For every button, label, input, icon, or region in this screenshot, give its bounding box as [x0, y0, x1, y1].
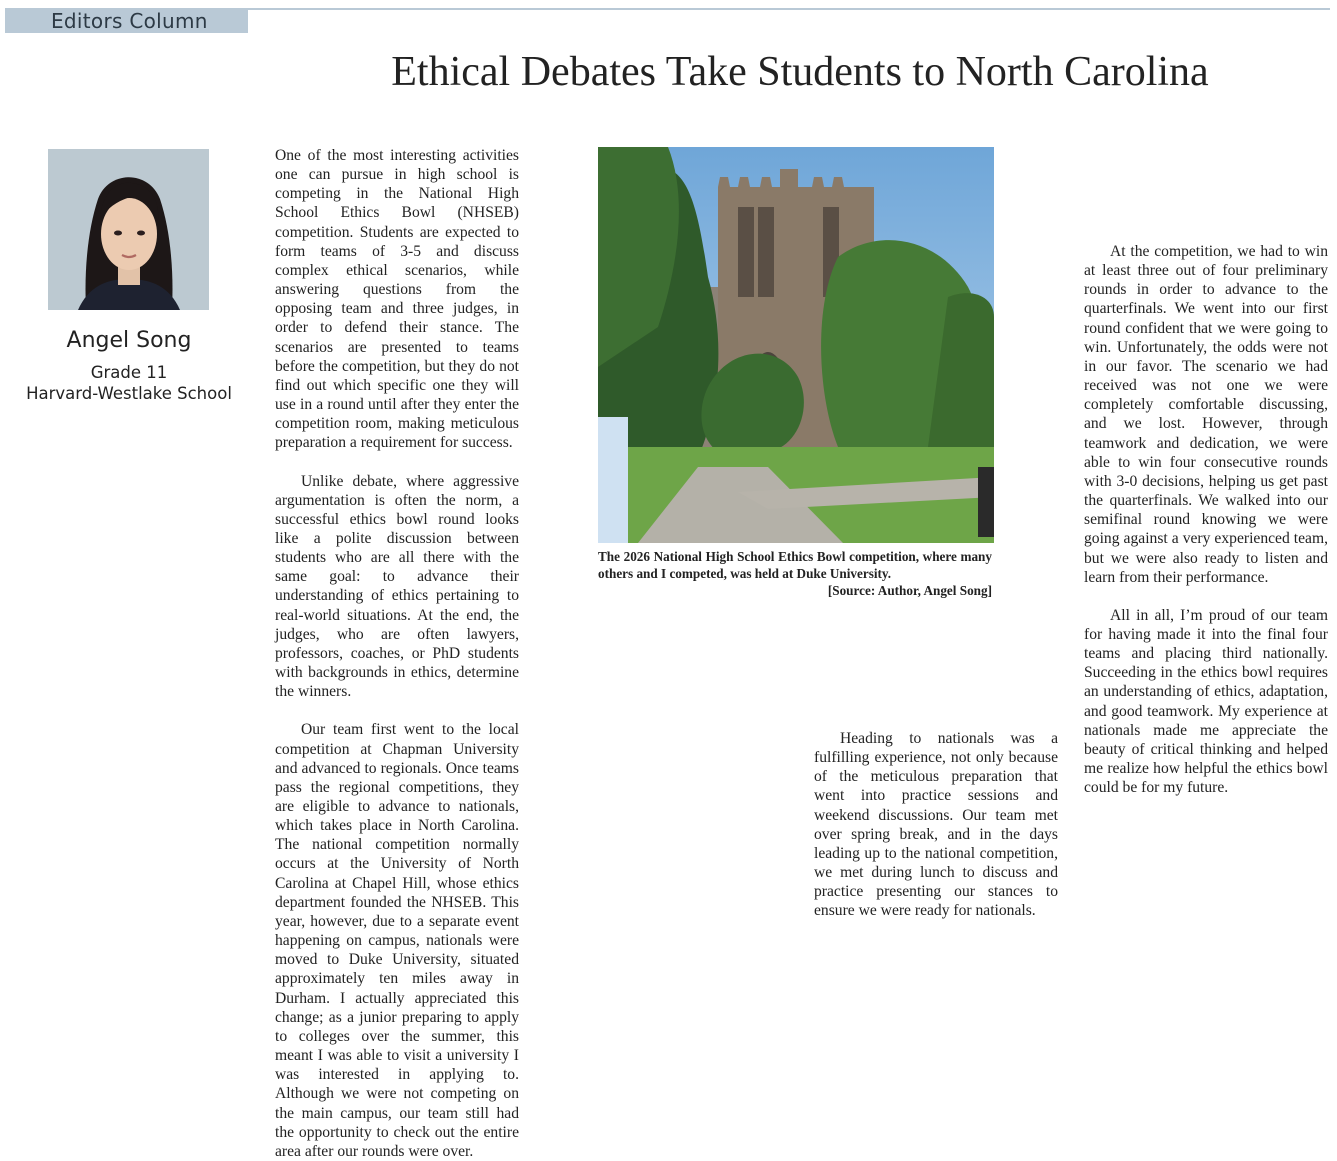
- duke-chapel-image: [598, 147, 994, 543]
- section-rule: [248, 8, 1330, 10]
- author-school: Harvard-Westlake School: [26, 384, 232, 403]
- caption-source: [Source: Author, Angel Song]: [827, 583, 992, 599]
- headline: Ethical Debates Take Students to North Carolina: [391, 49, 1209, 95]
- paragraph: All in all, I’m proud of our team for having made it into the final four teams and placing third nationally. Succeeding in the ethics bowl requires an understanding of ethics, adaptation, and good teamwork. My experience at nationals made me appreciate the beauty of critical thinking and helped me realize how helpful the ethics bowl could be for my future.: [1084, 606, 1328, 797]
- section-label-text: Editors Column: [51, 9, 208, 33]
- author-grade: Grade 11: [90, 363, 168, 382]
- photo-caption: [598, 548, 992, 600]
- author-name: Angel Song: [66, 328, 192, 353]
- section-label: [5, 8, 248, 33]
- paragraph: Heading to nationals was a fulfilling experience, not only because of the meticulous preparation that went into practice sessions and weekend discussions. Our team met over spring break, and in the days leading up to the national competition, we met during lunch to discuss and practice presenting our stances to ensure we were ready for nationals.: [814, 730, 1058, 920]
- article-column-4: [1084, 146, 1328, 797]
- article-column-1: [275, 146, 519, 1160]
- caption-text: The 2026 National High School Ethics Bowl competition, where many others and I competed, was held at Duke University.: [598, 549, 992, 582]
- article-column-3: [814, 624, 1058, 921]
- author-avatar: [48, 149, 209, 310]
- paragraph: At the competition, we had to win at least three out of four preliminary rounds in order to advance to the quarterfinals. We went into our first round confident that we were going to win. Unfortunately, the odds were not in our favor. The scenario we had received was not one we were completely comfortable discussing, and we lost. However, through teamwork and dedication, we were able to win four consecutive rounds with 3-0 decisions, helping us get past the quarterfinals. We walked into our semifinal round knowing we were going against a very experienced team, but we were also ready to listen and learn from their performance.: [1084, 243, 1328, 586]
- article-photo: [598, 147, 994, 543]
- author-portrait: [48, 149, 209, 310]
- paragraph: Our team first went to the local competition at Chapman University and advanced to regionals. Once teams pass the regional competitions, they are eligible to advance to nationals, which takes place in North Carolina. The national competition normally occurs at the University of North Carolina at Chapel Hill, whose ethics department founded the NHSEB. This year, however, due to a separate event happening on campus, nationals were moved to Duke University, situated approximately ten miles away in Durham. I actually appreciated this change; as a junior preparing to apply to colleges over the summer, this meant I was able to visit a university I was interested in applying to. Although we were not competing on the main campus, our team still had the opportunity to check out the entire area after our rounds were over.: [275, 721, 519, 1160]
- paragraph: Unlike debate, where aggressive argumentation is often the norm, a successful ethics bowl round looks like a polite discussion between students who are all there with the same goal: to advance their understanding of ethics pertaining to real-world situations. At the end, the judges, who are often lawyers, professors, coaches, or PhD students with backgrounds in ethics, determine the winners.: [275, 472, 519, 701]
- paragraph: One of the most interesting activities one can pursue in high school is competing in the National High School Ethics Bowl (NHSEB) competition. Students are expected to form teams of 3-5 and discuss complex ethical scenarios, while answering questions from the opposing team and three judges, in order to defend their stance. The scenarios are presented to teams before the competition, but they do not find out which specific one they will use in a round until after they enter the competition room, making meticulous preparation a requirement for success.: [275, 147, 519, 452]
